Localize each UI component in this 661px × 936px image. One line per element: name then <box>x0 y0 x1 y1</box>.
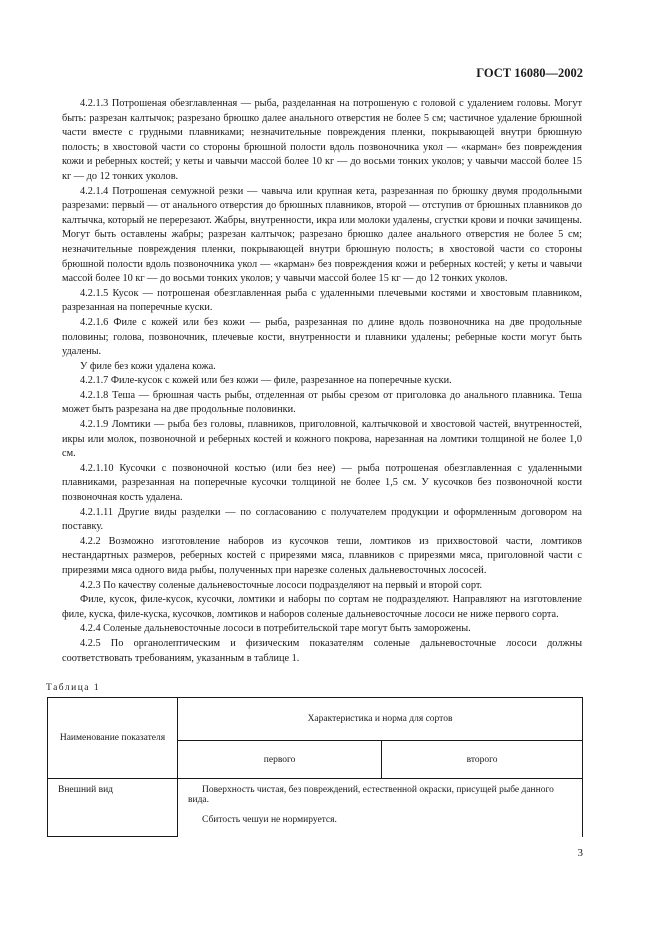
paragraph: 4.2.1.8 Теша — брюшная часть рыбы, отделенная от рыбы срезом от приголовка до анального плавника. Теша может быть разрезана на две продольные половинки. <box>62 389 582 416</box>
paragraph: 4.2.1.10 Кусочки с позвоночной костью (или без нее) — рыба потрошеная обезглавленная с удаленными плавниками, разрезанная на поперечные кусочки толщиной не более 1,5 см. У кусочков без позвоночной кости позвоночная кость удалена. <box>62 462 582 504</box>
paragraph: 4.2.1.6 Филе с кожей или без кожи — рыба, разрезанная по длине вдоль позвоночника на две продольные половины; голова, позвоночник, плечевые кости, внутренности и плавники удалены; реберные кости могут быть удалены. <box>62 316 582 358</box>
paragraph: 4.2.1.5 Кусок — потрошеная обезглавленная рыба с удаленными плечевыми костями и хвостовым плавником, разрезанная на поперечные куски. <box>62 287 582 314</box>
appearance-norm-text: Поверхность чистая, без повреждений, естественной окраски, присущей рыбе данного вида. <box>188 785 554 805</box>
paragraph: 4.2.5 По органолептическим и физическим показателям соленые дальневосточные лососи должны соответствовать требованиям, указанным в таблице 1. <box>62 637 582 664</box>
paragraph: 4.2.1.7 Филе-кусок с кожей или без кожи — филе, разрезанное на поперечные куски. <box>80 375 452 387</box>
header-indicator-name: Наименование показателя <box>48 698 178 779</box>
paragraph: 4.2.2 Возможно изготовление наборов из кусочков теши, ломтиков из прихвостовой части, ломтиков нестандартных размеров, реберных костей с прирезями мяса, плавников с прирезями мяса, приголовной части с прирезями мяса одного вида рыбы, полученных при нарезке соленых дальневосточных лососей. <box>62 535 582 576</box>
document-body <box>62 97 582 666</box>
paragraph: 4.2.1.9 Ломтики — рыба без головы, плавников, приголовной, калтычковой и хвостовой частей, внутренностей, икры или молок, позвоночной и реберных костей и кожного покрова, нарезанная на ломтики толщиной не более 1,0 см. <box>62 419 582 460</box>
paragraph: 4.2.1.3 Потрошеная обезглавленная — рыба, разделанная на потрошеную с головой с удалением головы. Могут быть: разрезан калтычок; разрезано брюшко далее анального отверстия не более 5 см; частичное удаление брюшной части вместе с грудными плавниками; незначительные повреждения пленки, покрывающей внутри брюшную полость; в хвостовой части со стороны брюшной полости вдоль позвоночника укол — «карман» без повреждения кожи и реберных костей; у кеты и чавычи массой более 10 кг — до восьми тонких уколов; у чавычи массой более 15 кг — до 12 тонких уколов. <box>62 98 582 182</box>
header-grade-second: второго <box>382 741 583 779</box>
paragraph: Филе, кусок, филе-кусок, кусочки, ломтики и наборы по сортам не подразделяют. Направляют на изготовление филе, куска, филе-куска, кусочков, ломтиков и наборов соленые дальневосточные лососи не ниже первого сорта. <box>62 594 582 620</box>
scale-norm-text: Сбитость чешуи не нормируется. <box>202 815 337 825</box>
paragraph: 4.2.1.4 Потрошеная семужной резки — чавыча или крупная кета, разрезанная по брюшку двумя продольными разрезами: первый — от анального отверстия до брюшных плавников, второй — отступив от брюшных плавников до калтычка, который не перерезают. Жабры, внутренности, икра или молоки удалены, сгустки крови и почки зачищены. Могут быть оставлены жабры; разрезан калтычок; разрезано брюшко далее анального отверстия не более 5 см; незначительные повреждения пленки, покрывающей внутри брюшную полость; в хвостовой части со стороны брюшной полости вдоль позвоночника укол — «карман» без повреждения кожи и реберных костей; у кеты и чавычи массой более 10 кг — до восьми тонких уколов; у чавычи массой более 15 кг — до 12 тонких уколов. <box>62 185 582 285</box>
paragraph: 4.2.1.11 Другие виды разделки — по согласованию с получателем продукции и оформленным договором на поставку. <box>62 506 582 533</box>
paragraph: У филе без кожи удалена кожа. <box>80 360 216 372</box>
quality-table <box>47 697 583 837</box>
row-indicator-appearance: Внешний вид <box>48 779 178 837</box>
standard-number: ГОСТ 16080—2002 <box>476 66 583 80</box>
page-number: 3 <box>577 847 583 859</box>
table-caption: Таблица 1 <box>46 683 101 693</box>
header-grades-group: Характеристика и норма для сортов <box>178 698 583 741</box>
paragraph: 4.2.4 Соленые дальневосточные лососи в потребительской таре могут быть заморожены. <box>80 623 471 635</box>
header-grade-first: первого <box>178 741 382 779</box>
paragraph: 4.2.3 По качеству соленые дальневосточные лососи подразделяют на первый и второй сорт. <box>80 579 483 591</box>
row-appearance-values <box>178 779 583 837</box>
